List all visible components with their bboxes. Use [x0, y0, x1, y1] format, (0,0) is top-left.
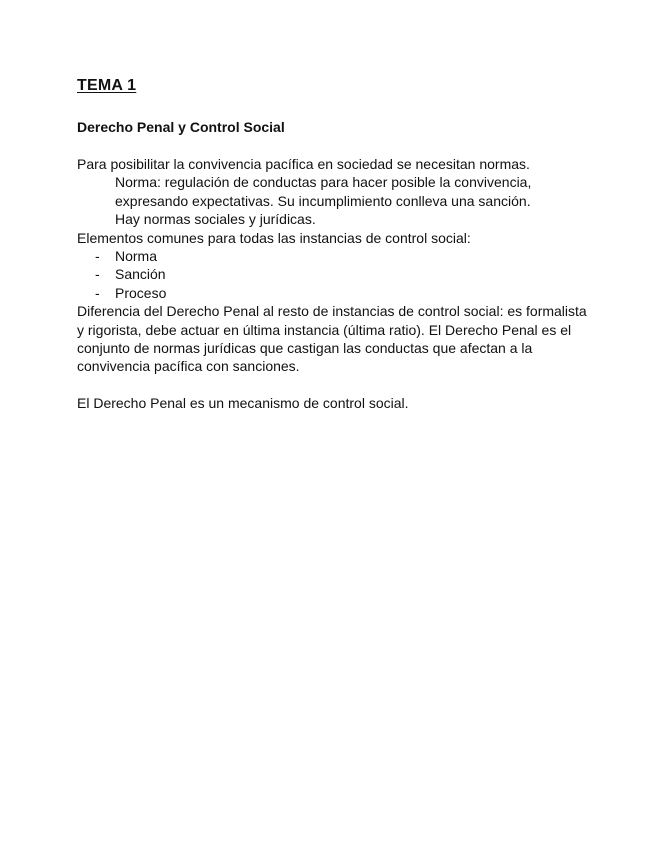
document-title: TEMA 1 [77, 77, 137, 94]
list-bullet: - [95, 266, 100, 283]
list-item [77, 284, 597, 302]
elements-heading: Elementos comunes para todas las instancias de control social: [77, 229, 471, 246]
paragraph-spacer [77, 376, 597, 394]
list-item-label: Proceso [115, 284, 167, 301]
difference-paragraph: Diferencia del Derecho Penal al resto de instancias de control social: es formalista y rigorista, debe actuar en última instancia (última ratio). El Derecho Penal es el conjunto de normas jurídicas que castigan las conductas que afectan a la convivencia pacífica con sanciones. [77, 303, 587, 375]
list-item-label: Sanción [115, 266, 166, 283]
list-bullet: - [95, 248, 100, 265]
intro-paragraph: Para posibilitar la convivencia pacífica en sociedad se necesitan normas. [77, 156, 530, 172]
list-bullet: - [95, 284, 100, 301]
section-heading: Derecho Penal y Control Social [77, 119, 285, 135]
norma-definition: Norma: regulación de conductas para hacer posible la convivencia, expresando expectativas. Su incumplimiento conlleva una sanción. Hay normas sociales y jurídicas. [115, 174, 532, 228]
list-item [77, 247, 597, 265]
list-item-label: Norma [115, 248, 158, 265]
conclusion-paragraph: El Derecho Penal es un mecanismo de control social. [77, 395, 409, 412]
list-item [77, 265, 597, 283]
document-body [77, 155, 597, 413]
elements-list [77, 247, 597, 302]
